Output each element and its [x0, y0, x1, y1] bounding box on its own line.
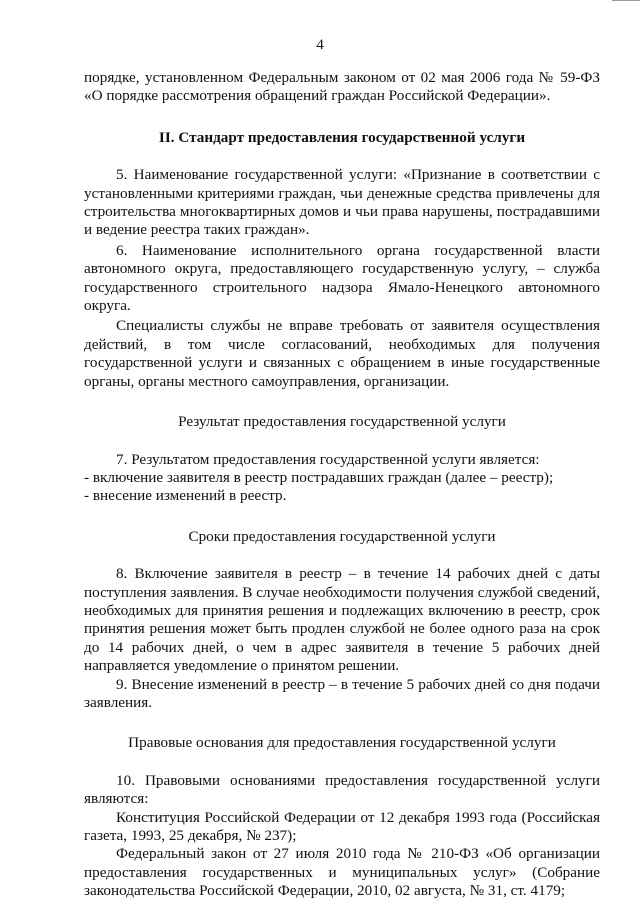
- heading-terms: Сроки предоставления государственной услуги: [188, 527, 496, 545]
- paragraph-7-item-2: - внесение изменений в реестр.: [84, 487, 287, 505]
- paragraph-10-constitution: Конституция Российской Федерации от 12 декабря 1993 года (Российская газета, 1993, 25 декабря, № 237);: [84, 808, 600, 844]
- section-title: II. Стандарт предоставления государственной услуги: [158, 128, 526, 146]
- document-body: [84, 69, 600, 901]
- paragraph-6: 6. Наименование исполнительного органа государственной власти автономного округа, предоставляющего государственную услугу, – служба государственного строительного надзора Ямало-Ненецкого автономного округа.: [84, 241, 600, 315]
- paragraph-6-specialists: Специалисты службы не вправе требовать от заявителя осуществления действий, в том числе согласований, необходимых для получения государственной услуги и связанных с обращением в иные государственные органы, органы местного самоуправления, организации.: [84, 317, 600, 390]
- paragraph-5: 5. Наименование государственной услуги: «Признание в соответствии с установленными критериями граждан, чьи денежные средства привлечены для строительства многоквартирных домов и чьи права нарушены, пострадавшими и ведение реестра таких граждан».: [84, 166, 600, 239]
- paragraph-7: 7. Результатом предоставления государственной услуги является:: [116, 450, 540, 468]
- page-number: 4: [316, 36, 324, 53]
- heading-legal: Правовые основания для предоставления государственной услуги: [128, 734, 556, 752]
- paragraph-10: 10. Правовыми основаниями предоставления государственной услуги являются:: [84, 771, 600, 808]
- paragraph-9: 9. Внесение изменений в реестр – в течение 5 рабочих дней со дня подачи заявления.: [84, 675, 600, 711]
- paragraph-8: 8. Включение заявителя в реестр – в течение 14 рабочих дней с даты поступления заявления. В случае необходимости получения службой сведений, необходимых для принятия решения и подлежащих включению в реестр, срок принятия решения может быть продлен службой не более одного раза на срок до 14 рабочих дней, о чем в адрес заявителя в течение 5 рабочих дней направляется уведомление о принятом решении.: [84, 565, 600, 675]
- heading-result: Результат предоставления государственной услуги: [178, 413, 506, 431]
- intro-paragraph: порядке, установленном Федеральным законом от 02 мая 2006 года № 59-ФЗ «О порядке рассмотрения обращений граждан Российской Федерации».: [84, 69, 600, 105]
- paragraph-7-item-1: - включение заявителя в реестр пострадавших граждан (далее – реестр);: [84, 468, 554, 486]
- paragraph-10-federal-law: Федеральный закон от 27 июля 2010 года № 210-ФЗ «Об организации предоставления государственных и муниципальных услуг» (Собрание законодательства Российской Федерации, 2010, 02 августа, № 31, ст. 4179;: [84, 845, 600, 900]
- scan-corner-mark: [612, 0, 640, 5]
